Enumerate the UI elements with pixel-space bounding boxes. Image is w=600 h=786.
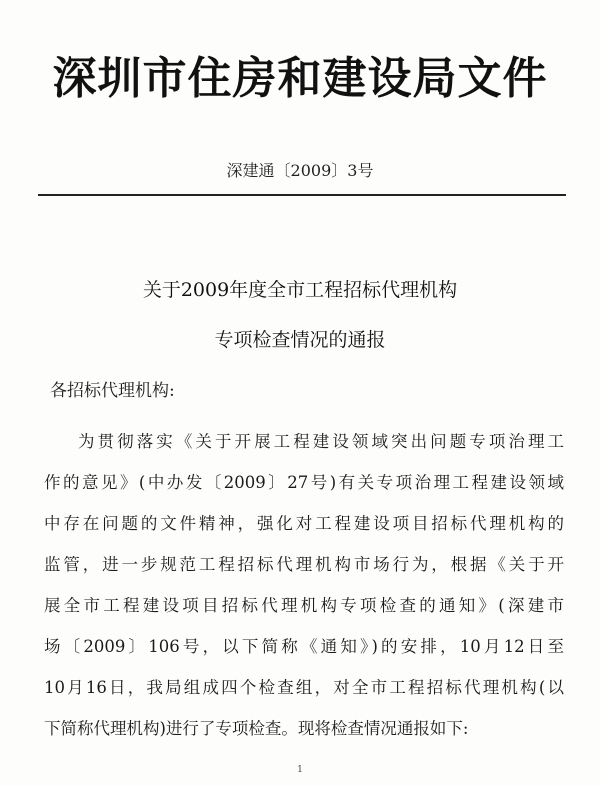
page-number: 1 <box>297 765 303 775</box>
body-line: 10月16日，我局组成四个检查组，对全市工程招标代理机构(以 <box>44 678 564 697</box>
notice-title-line-2: 专项检查情况的通报 <box>214 329 386 351</box>
body-line: 监管，进一步规范工程招标代理机构市场行为，根据《关于开 <box>44 555 564 574</box>
body-line: 场〔2009〕106号，以下简称《通知》)的安排，10月12日至 <box>44 637 564 656</box>
header-divider <box>38 194 566 196</box>
salutation: 各招标代理机构: <box>50 381 175 401</box>
body-line: 展全市工程建设项目招标代理机构专项检查的通知》(深建市 <box>44 596 564 615</box>
body-line: 为贯彻落实《关于开展工程建设领域突出问题专项治理工 <box>78 432 564 451</box>
document-number: 深建通〔2009〕3号 <box>226 161 374 180</box>
agency-header-title: 深圳市住房和建设局文件 <box>52 53 548 104</box>
body-line: 作的意见》(中办发〔2009〕27号)有关专项治理工程建设领域 <box>44 473 564 492</box>
body-line: 下简称代理机构)进行了专项检查。现将检查情况通报如下: <box>44 719 469 738</box>
notice-title-line-1: 关于2009年度全市工程招标代理机构 <box>142 279 458 301</box>
body-line: 中存在问题的文件精神，强化对工程建设项目招标代理机构的 <box>44 514 564 533</box>
